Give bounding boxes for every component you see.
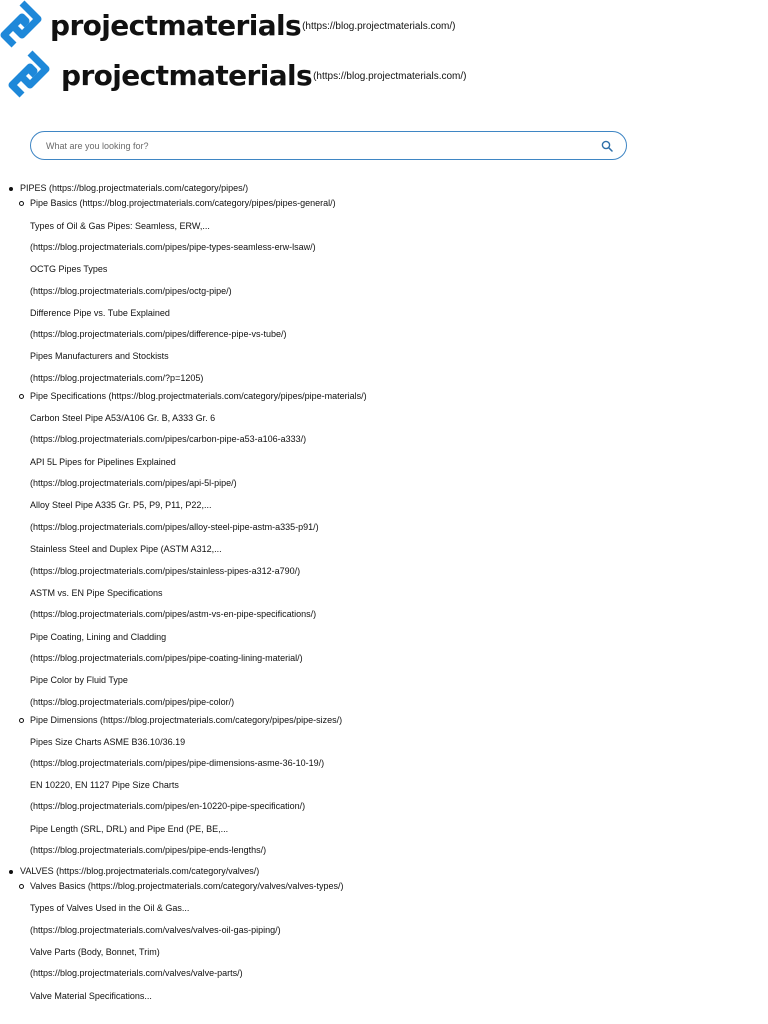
search-icon xyxy=(601,140,613,152)
article-title[interactable]: Types of Oil & Gas Pipes: Seamless, ERW,... xyxy=(30,221,210,231)
article-url[interactable]: (https://blog.projectmaterials.com/pipes/pipe-coating-lining-material/) xyxy=(30,653,303,663)
submenu-pipe-dimensions[interactable]: Pipe Dimensions (https://blog.projectmaterials.com/category/pipes/pipe-sizes/) xyxy=(30,715,343,725)
submenu-valves-basics[interactable]: Valves Basics (https://blog.projectmaterials.com/category/valves/valves-types/) xyxy=(30,881,344,891)
article-url[interactable]: (https://blog.projectmaterials.com/pipes/difference-pipe-vs-tube/) xyxy=(30,329,287,339)
article-title[interactable]: Pipes Size Charts ASME B36.10/36.19 xyxy=(30,737,186,747)
menu-item-pipes[interactable]: PIPES (https://blog.projectmaterials.com/category/pipes/) xyxy=(20,183,249,193)
article-url[interactable]: (https://blog.projectmaterials.com/pipes/carbon-pipe-a53-a106-a333/) xyxy=(30,434,307,444)
article-url[interactable]: (https://blog.projectmaterials.com/pipes/octg-pipe/) xyxy=(30,286,232,296)
article-url[interactable]: (https://blog.projectmaterials.com/valves/valve-parts/) xyxy=(30,968,243,978)
header-logo-primary[interactable] xyxy=(0,0,455,52)
article-url[interactable]: (https://blog.projectmaterials.com/pipes/pipe-types-seamless-erw-lsaw/) xyxy=(30,242,316,252)
brand-url[interactable]: (https://blog.projectmaterials.com/) xyxy=(313,70,467,82)
search-bar xyxy=(30,131,627,160)
article-url[interactable]: (https://blog.projectmaterials.com/pipes/astm-vs-en-pipe-specifications/) xyxy=(30,609,317,619)
article-url[interactable]: (https://blog.projectmaterials.com/pipes/pipe-color/) xyxy=(30,697,235,707)
article-title[interactable]: Pipe Coating, Lining and Cladding xyxy=(30,632,167,642)
article-url[interactable]: (https://blog.projectmaterials.com/pipes/alloy-steel-pipe-astm-a335-p91/) xyxy=(30,522,319,532)
article-url[interactable]: (https://blog.projectmaterials.com/pipes/en-10220-pipe-specification/) xyxy=(30,801,306,811)
brand-url[interactable]: (https://blog.projectmaterials.com/) xyxy=(302,20,456,32)
brand-name: projectmaterials xyxy=(50,9,302,42)
article-title[interactable]: API 5L Pipes for Pipelines Explained xyxy=(30,457,176,467)
search-button[interactable] xyxy=(594,133,620,159)
article-url[interactable]: (https://blog.projectmaterials.com/?p=1205) xyxy=(30,373,204,383)
brand-name: projectmaterials xyxy=(61,59,313,92)
article-title[interactable]: OCTG Pipes Types xyxy=(30,264,108,274)
submenu-pipe-basics[interactable]: Pipe Basics (https://blog.projectmaterials.com/category/pipes/pipes-general/) xyxy=(30,198,336,208)
article-title[interactable]: Pipe Length (SRL, DRL) and Pipe End (PE, BE,... xyxy=(30,824,229,834)
article-title[interactable]: Types of Valves Used in the Oil & Gas... xyxy=(30,903,190,913)
article-title[interactable]: Valve Material Specifications... xyxy=(30,991,152,1001)
article-title[interactable]: EN 10220, EN 1127 Pipe Size Charts xyxy=(30,780,179,790)
projectmaterials-logo-icon xyxy=(0,0,44,52)
projectmaterials-logo-icon xyxy=(8,50,52,102)
submenu-pipe-specifications[interactable]: Pipe Specifications (https://blog.projectmaterials.com/category/pipes/pipe-materials/) xyxy=(30,391,367,401)
article-url[interactable]: (https://blog.projectmaterials.com/pipes/api-5l-pipe/) xyxy=(30,478,237,488)
article-url[interactable]: (https://blog.projectmaterials.com/pipes/pipe-ends-lengths/) xyxy=(30,845,267,855)
article-title[interactable]: Difference Pipe vs. Tube Explained xyxy=(30,308,170,318)
article-title[interactable]: Pipes Manufacturers and Stockists xyxy=(30,351,169,361)
article-url[interactable]: (https://blog.projectmaterials.com/pipes/pipe-dimensions-asme-36-10-19/) xyxy=(30,758,325,768)
article-title[interactable]: Stainless Steel and Duplex Pipe (ASTM A312,... xyxy=(30,544,222,554)
search-input[interactable] xyxy=(46,141,594,151)
article-title[interactable]: Alloy Steel Pipe A335 Gr. P5, P9, P11, P22,... xyxy=(30,500,212,510)
article-title[interactable]: Valve Parts (Body, Bonnet, Trim) xyxy=(30,947,160,957)
article-title[interactable]: Carbon Steel Pipe A53/A106 Gr. B, A333 Gr. 6 xyxy=(30,413,216,423)
article-title[interactable]: Pipe Color by Fluid Type xyxy=(30,675,128,685)
article-url[interactable]: (https://blog.projectmaterials.com/pipes/stainless-pipes-a312-a790/) xyxy=(30,566,301,576)
article-url[interactable]: (https://blog.projectmaterials.com/valves/valves-oil-gas-piping/) xyxy=(30,925,281,935)
article-title[interactable]: ASTM vs. EN Pipe Specifications xyxy=(30,588,163,598)
menu-item-valves[interactable]: VALVES (https://blog.projectmaterials.com/category/valves/) xyxy=(20,866,260,876)
header-logo-secondary[interactable] xyxy=(8,50,466,102)
